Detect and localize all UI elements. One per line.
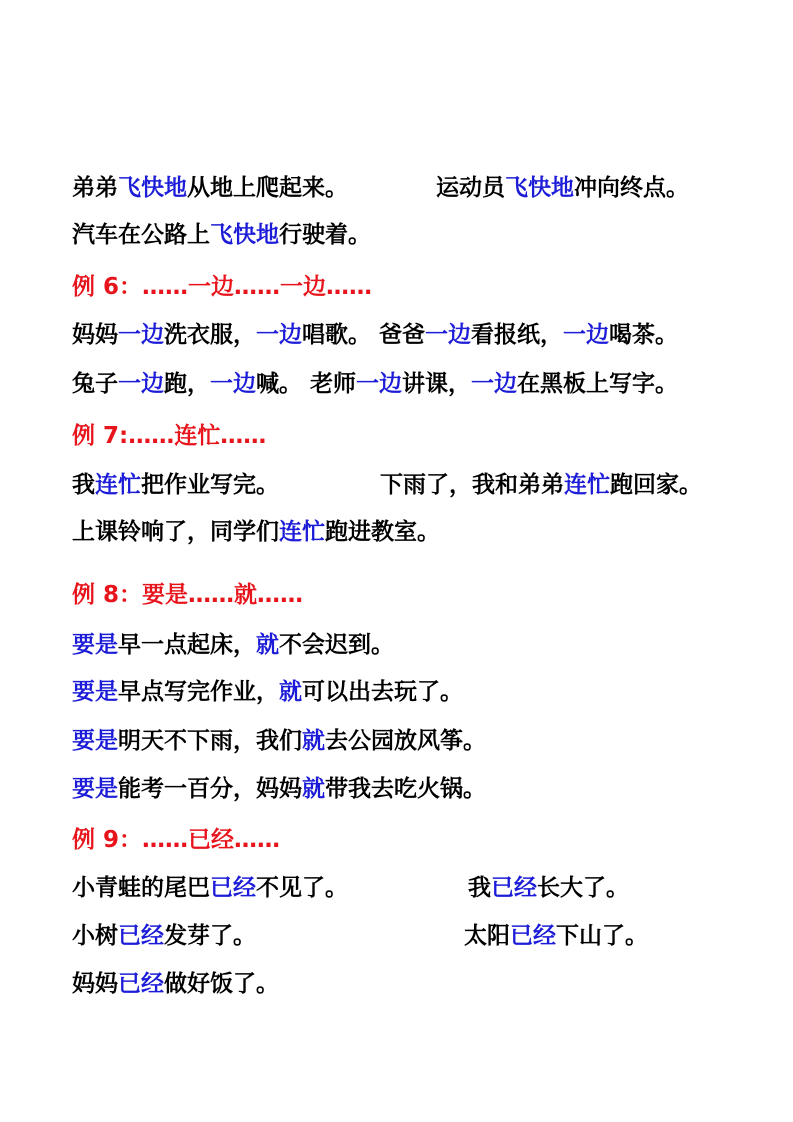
- sentence-text: 跑，: [164, 371, 210, 397]
- sentence-text: 弟弟: [72, 175, 118, 201]
- sentence-text: 例 7:……连忙……: [72, 423, 267, 449]
- section-heading: [72, 421, 266, 451]
- sentence-text: 洗衣服，: [164, 322, 256, 348]
- sentence-text: 下雨了，我和弟弟: [380, 472, 564, 498]
- sentence-text: 唱歌。 爸爸: [302, 322, 426, 348]
- sentence-text: 妈妈: [72, 971, 118, 997]
- highlighted-keyword: 一边: [425, 322, 472, 348]
- sentence-text: 例 9：……已经……: [72, 827, 281, 853]
- sentence-text: 不见了。: [256, 875, 348, 901]
- highlighted-keyword: 要是: [72, 728, 118, 754]
- sentence-text: 行驶着。: [279, 222, 371, 248]
- section-heading: [72, 272, 372, 302]
- sentence-text: 运动员: [436, 175, 505, 201]
- sentence-text: 明天不下雨，我们: [118, 728, 302, 754]
- highlighted-keyword: 连忙: [564, 472, 610, 498]
- example-sentence-line: [72, 320, 678, 350]
- sentence-text: 太阳: [464, 923, 510, 949]
- sentence-text: 长大了。: [537, 875, 629, 901]
- highlighted-keyword: 要是: [72, 679, 118, 705]
- highlighted-keyword: 连忙: [95, 472, 141, 498]
- sentence-text: 小树: [72, 923, 118, 949]
- highlighted-keyword: 飞快地: [505, 175, 574, 201]
- highlighted-keyword: 一边: [256, 322, 302, 348]
- highlighted-keyword: 连忙: [279, 519, 325, 545]
- second-sentence: [436, 173, 689, 203]
- sentence-text: 早点写完作业，: [118, 679, 279, 705]
- sentence-text: 汽车在公路上: [72, 222, 210, 248]
- example-sentence-line: [72, 726, 486, 756]
- example-sentence-line: [72, 173, 689, 203]
- highlighted-keyword: 要是: [72, 776, 118, 802]
- highlighted-keyword: 飞快地: [210, 222, 279, 248]
- highlighted-keyword: 已经: [118, 971, 164, 997]
- sentence-text: 讲课，: [402, 371, 472, 397]
- section-heading: [72, 825, 280, 855]
- example-sentence-line: [72, 921, 648, 951]
- highlighted-keyword: 已经: [210, 875, 256, 901]
- sentence-text: 在黑板上写字。: [517, 371, 679, 397]
- sentence-text: 从地上爬起来。: [187, 175, 348, 201]
- sentence-text: 去公园放风筝。: [325, 728, 486, 754]
- sentence-text: 我: [72, 472, 95, 498]
- highlighted-keyword: 就: [302, 728, 325, 754]
- sentence-text: 不会迟到。: [279, 632, 394, 658]
- second-sentence: [464, 921, 648, 951]
- sentence-text: 可以出去玩了。: [302, 679, 463, 705]
- sentence-text: 喝茶。: [609, 322, 679, 348]
- sentence-text: 兔子: [72, 371, 118, 397]
- sentence-text: 跑回家。: [610, 472, 702, 498]
- sentence-text: 把作业写完。: [141, 472, 279, 498]
- sentence-text: 喊。 老师: [256, 371, 357, 397]
- sentence-text: 看报纸，: [471, 322, 564, 348]
- example-sentence-line: [72, 677, 463, 707]
- sentence-text: 小青蛙的尾巴: [72, 875, 210, 901]
- example-sentence-line: [72, 774, 486, 804]
- example-sentence-line: [72, 873, 629, 903]
- sentence-text: 下山了。: [556, 923, 648, 949]
- highlighted-keyword: 一边: [563, 322, 610, 348]
- example-sentence-line: [72, 630, 394, 660]
- highlighted-keyword: 已经: [118, 923, 164, 949]
- highlighted-keyword: 一边: [118, 322, 164, 348]
- sentence-text: 上课铃响了，同学们: [72, 519, 279, 545]
- sentence-text: 例 8：要是……就……: [72, 582, 304, 608]
- highlighted-keyword: 已经: [491, 875, 537, 901]
- example-sentence-line: [72, 969, 279, 999]
- highlighted-keyword: 一边: [210, 371, 256, 397]
- sentence-text: 妈妈: [72, 322, 118, 348]
- highlighted-keyword: 已经: [510, 923, 556, 949]
- second-sentence: [468, 873, 629, 903]
- sentence-text: 跑进教室。: [325, 519, 440, 545]
- second-sentence: [380, 470, 702, 500]
- sentence-text: 带我去吃火锅。: [325, 776, 486, 802]
- highlighted-keyword: 一边: [118, 371, 164, 397]
- example-sentence-line: [72, 369, 678, 399]
- section-heading: [72, 580, 303, 610]
- highlighted-keyword: 就: [256, 632, 279, 658]
- example-sentence-line: [72, 470, 702, 500]
- sentence-text: 冲向终点。: [574, 175, 689, 201]
- example-sentence-line: [72, 220, 371, 250]
- sentence-text: 例 6：……一边……一边……: [72, 274, 373, 300]
- highlighted-keyword: 一边: [356, 371, 403, 397]
- highlighted-keyword: 就: [302, 776, 325, 802]
- sentence-text: 做好饭了。: [164, 971, 279, 997]
- highlighted-keyword: 就: [279, 679, 302, 705]
- example-sentence-line: [72, 517, 440, 547]
- sentence-text: 我: [468, 875, 491, 901]
- sentence-text: 早一点起床，: [118, 632, 256, 658]
- highlighted-keyword: 飞快地: [118, 175, 187, 201]
- sentence-text: 发芽了。: [164, 923, 256, 949]
- highlighted-keyword: 一边: [471, 371, 518, 397]
- highlighted-keyword: 要是: [72, 632, 118, 658]
- sentence-text: 能考一百分，妈妈: [118, 776, 302, 802]
